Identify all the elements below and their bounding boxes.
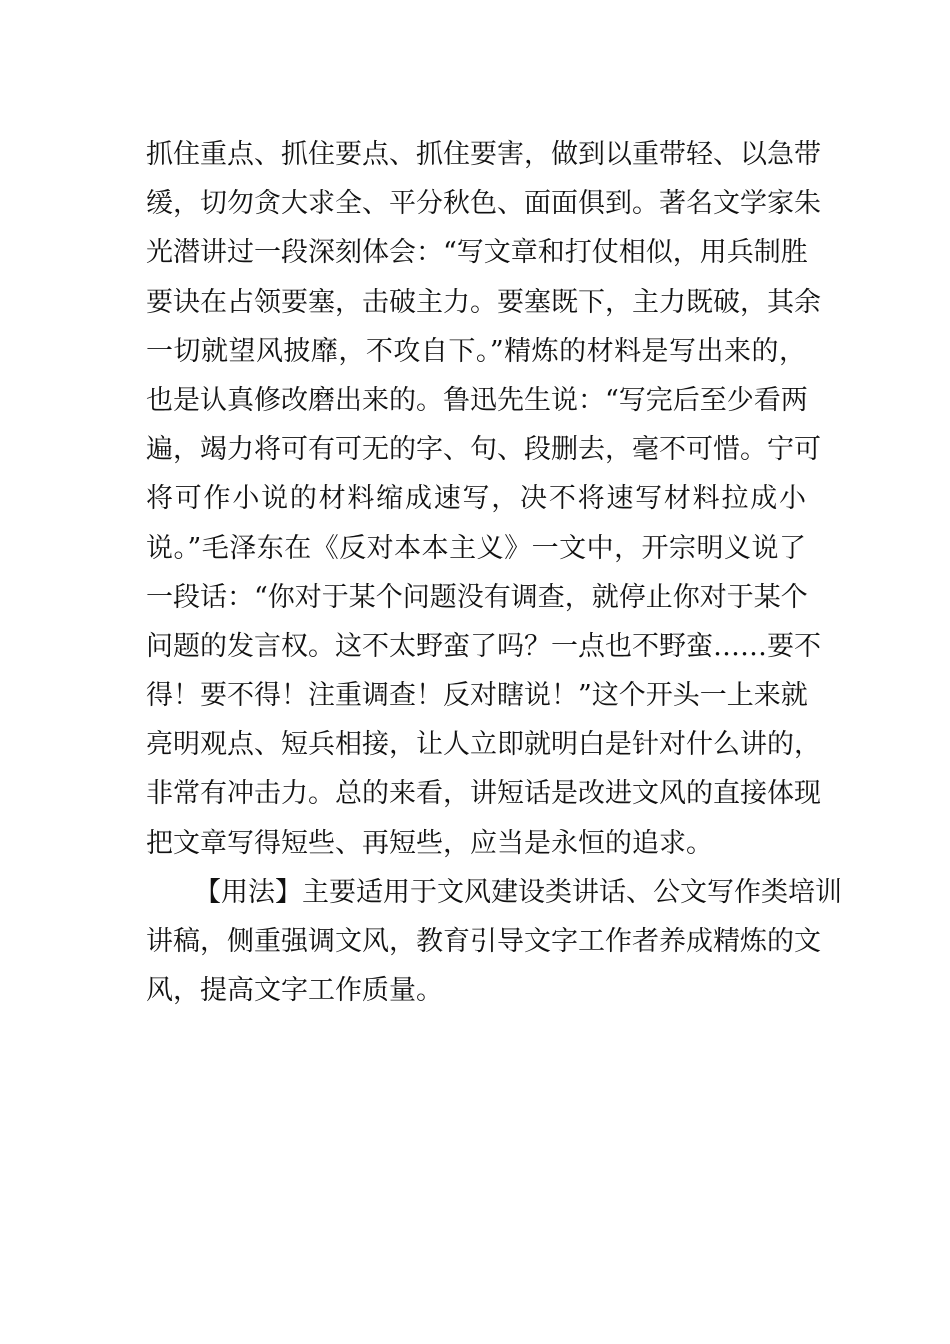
text-line: 非常有冲击力。总的来看，讲短话是改进文风的直接体现 <box>146 778 821 810</box>
text-line: 说。”毛泽东在《反对本本主义》一文中，开宗明义说了 <box>146 532 806 564</box>
text-line: 要诀在占领要塞，击破主力。要塞既下，主力既破，其余 <box>146 286 821 318</box>
text-line: 光潜讲过一段深刻体会：“写文章和打仗相似，用兵制胜 <box>146 237 808 269</box>
text-line: 亮明观点、短兵相接，让人立即就明白是针对什么讲的， <box>146 729 821 761</box>
text-line: 得！要不得！注重调查！反对瞎说！”这个开头一上来就 <box>146 680 808 712</box>
text-line: 也是认真修改磨出来的。鲁迅先生说：“写完后至少看两 <box>146 384 808 416</box>
paragraph-usage <box>146 868 842 1016</box>
body-text <box>146 130 842 1015</box>
text-line: 讲稿，侧重强调文风，教育引导文字工作者养成精炼的文 <box>146 926 821 957</box>
paragraph-quotes <box>146 130 821 868</box>
text-line: 把文章写得短些、再短些，应当是永恒的追求。 <box>146 827 713 859</box>
text-line: 问题的发言权。这不太野蛮了吗？一点也不野蛮……要不 <box>146 630 821 662</box>
text-line: 一切就望风披靡，不攻自下。”精炼的材料是写出来的， <box>146 335 806 367</box>
text-line: 一段话：“你对于某个问题没有调查，就停止你对于某个 <box>146 581 808 613</box>
text-line: 缓，切勿贪大求全、平分秋色、面面俱到。著名文学家朱 <box>146 188 821 220</box>
text-line: 遍，竭力将可有可无的字、句、段删去，毫不可惜。宁可 <box>146 434 821 466</box>
text-line: 风，提高文字工作质量。 <box>146 975 443 1007</box>
text-line: 将可作小说的材料缩成速写，决不将速写材料拉成小 <box>146 483 806 515</box>
text-line: 抓住重点、抓住要点、抓住要害，做到以重带轻、以急带 <box>146 139 821 170</box>
text-line: 【用法】主要适用于文风建设类讲话、公文写作类培训 <box>194 876 842 908</box>
